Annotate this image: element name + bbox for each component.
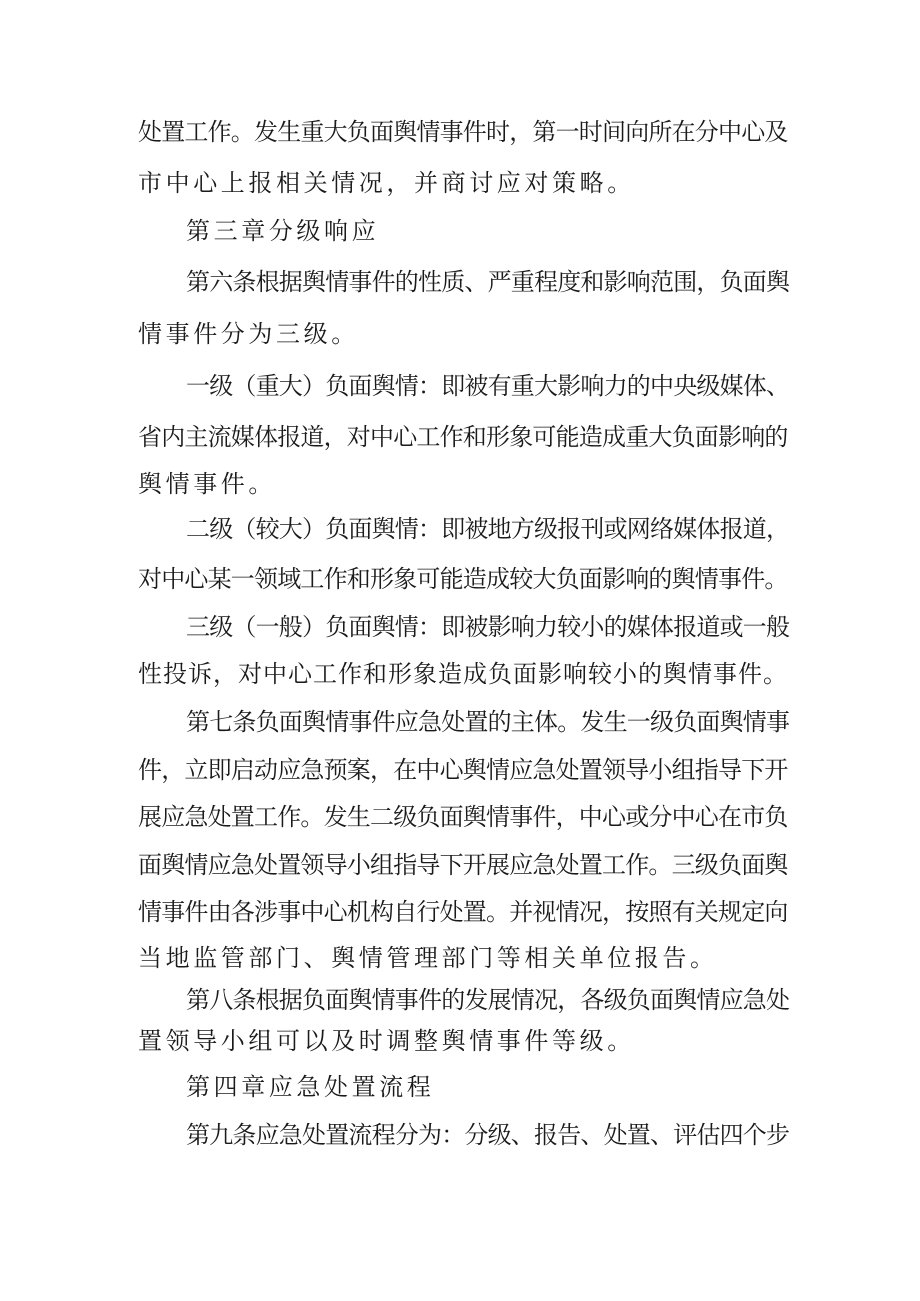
text-line: 舆情事件。: [138, 470, 276, 498]
chapter-heading: 第三章分级响应: [186, 217, 380, 245]
text-line: 三级（一般）负面舆情：即被影响力较小的媒体报道或一般: [186, 613, 790, 641]
text-line: 件，立即启动应急预案，在中心舆情应急处置领导小组指导下开: [138, 756, 788, 784]
text-line: 对中心某一领域工作和形象可能造成较大负面影响的舆情事件。: [138, 565, 788, 593]
text-line: 第九条应急处置流程分为：分级、报告、处置、评估四个步: [186, 1121, 790, 1149]
text-line: 第七条负面舆情事件应急处置的主体。发生一级负面舆情事: [186, 708, 790, 736]
text-line: 当地监管部门、舆情管理部门等相关单位报告。: [138, 944, 718, 972]
text-line: 一级（重大）负面舆情：即被有重大影响力的中央级媒体、: [186, 372, 790, 400]
text-line: 处置工作。发生重大负面舆情事件时，第一时间向所在分中心及: [138, 118, 788, 146]
text-line: 性投诉，对中心工作和形象造成负面影响较小的舆情事件。: [138, 660, 788, 688]
text-line: 第六条根据舆情事件的性质、严重程度和影响范围，负面舆: [186, 268, 790, 296]
text-line: 省内主流媒体报道，对中心工作和形象可能造成重大负面影响的: [138, 423, 788, 451]
text-line: 二级（较大）负面舆情：即被地方级报刊或网络媒体报道，: [186, 515, 790, 543]
text-line: 第八条根据负面舆情事件的发展情况，各级负面舆情应急处: [186, 986, 790, 1014]
chapter-heading: 第四章应急处置流程: [186, 1073, 435, 1101]
text-line: 面舆情应急处置领导小组指导下开展应急处置工作。三级负面舆: [138, 851, 788, 879]
text-line: 情事件由各涉事中心机构自行处置。并视情况，按照有关规定向: [138, 898, 788, 926]
text-line: 置领导小组可以及时调整舆情事件等级。: [138, 1027, 635, 1055]
text-line: 展应急处置工作。发生二级负面舆情事件，中心或分中心在市负: [138, 803, 788, 831]
text-line: 情事件分为三级。: [138, 320, 359, 348]
text-line: 市中心上报相关情况，并商讨应对策略。: [138, 169, 635, 197]
